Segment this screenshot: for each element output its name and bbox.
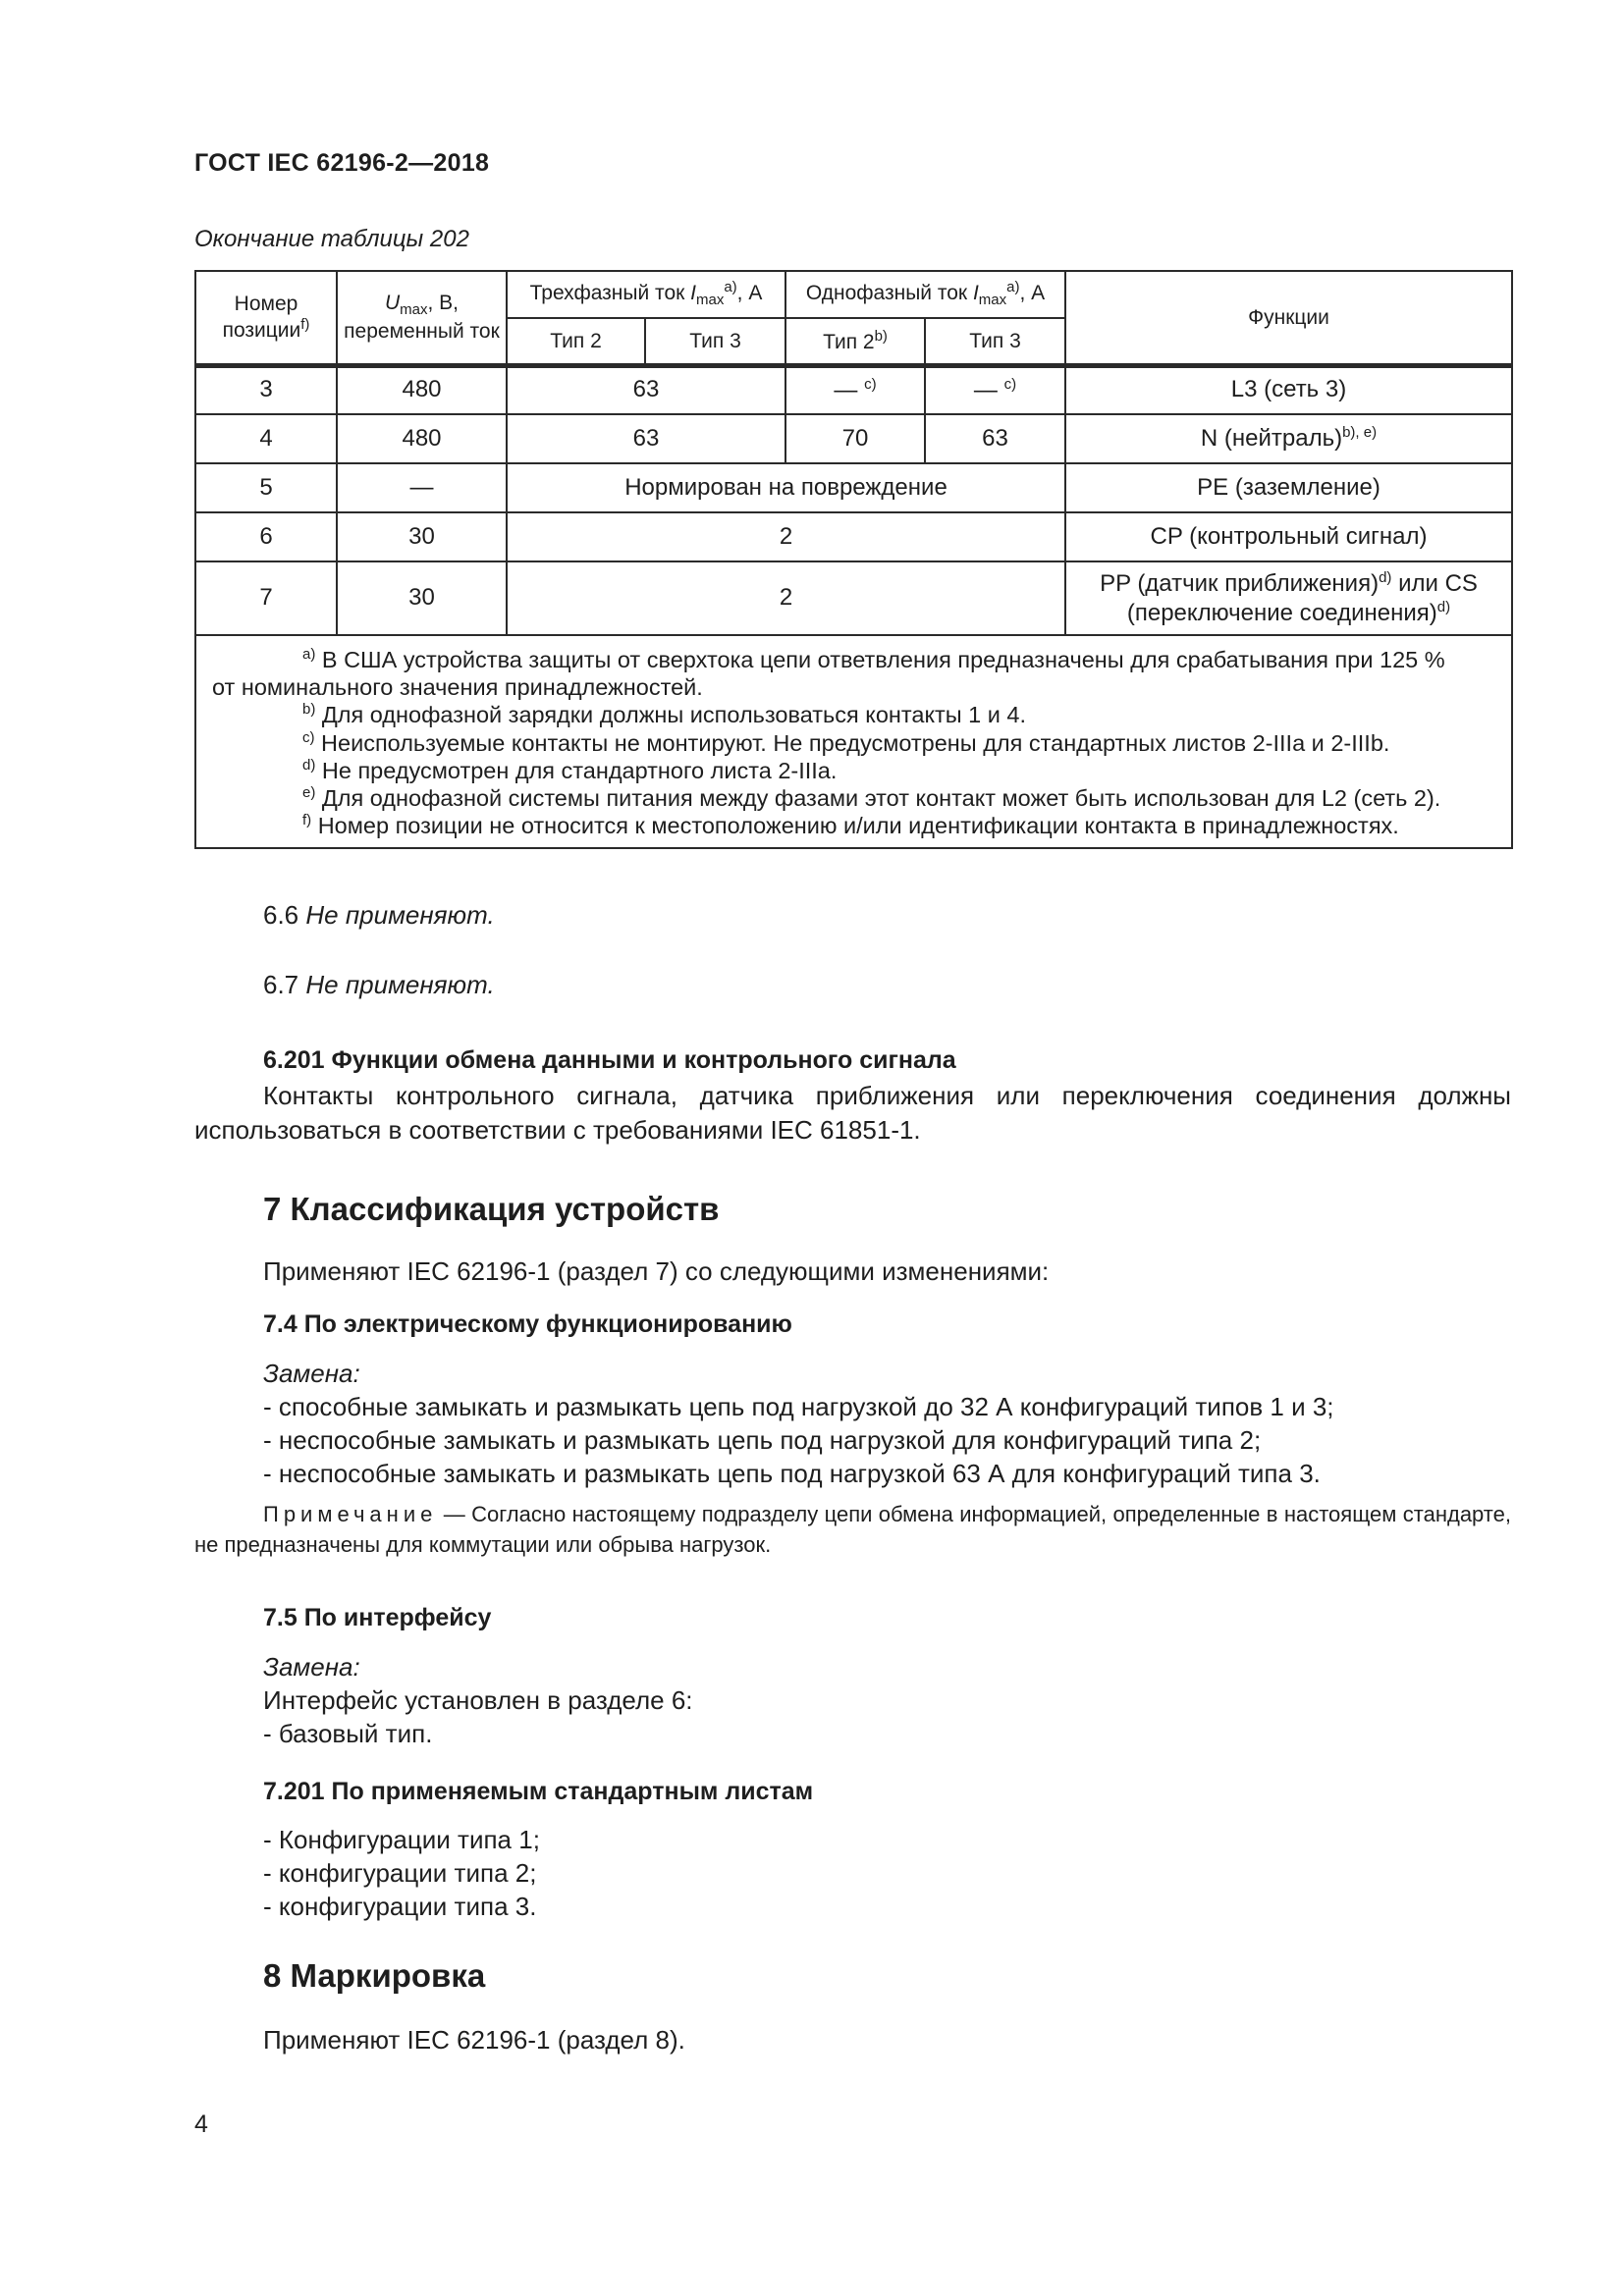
cell-umax: 480 [337, 414, 507, 463]
header-position: Номер позиции$^{f)}$ [195, 271, 337, 365]
cell-function: N (нейтраль)$^{b), e)}$ [1065, 414, 1512, 463]
section-6-201-paragraph: Контакты контрольного сигнала, датчика приближения или переключения соединения должны использоваться в соответствии с требованиями IEC 61851-1. [194, 1081, 1511, 1145]
header-single-type2: Тип 2$^{b)}$ [785, 318, 925, 365]
header-three-phase: Трехфазный ток $I_{max}^{a)}$, А [507, 271, 785, 318]
table-row [195, 561, 1512, 635]
section-7-title: 7 Классификация устройств [263, 1191, 720, 1227]
table-row [195, 365, 1512, 414]
cell-current-merged: 2 [507, 561, 1065, 635]
section-7-5-body [263, 1650, 1511, 1750]
footnote-e: $^{e)}$ Для однофазной системы питания между фазами этот контакт может быть использован для L2 (сеть 2). [302, 784, 1441, 811]
section-8-title: 8 Маркировка [263, 1957, 486, 1994]
header-three-type2: Тип 2 [507, 318, 645, 365]
footnote-b: $^{b)}$ Для однофазной зарядки должны использоваться контакты 1 и 4. [302, 701, 1027, 728]
cell-umax: — [337, 463, 507, 512]
cell-single-type2: — $^{c)}$ [785, 365, 925, 414]
list-item: - базовый тип. [263, 1719, 433, 1748]
cell-umax: 30 [337, 561, 507, 635]
list-item: - неспособные замыкать и размыкать цепь под нагрузкой для конфигураций типа 2; [263, 1425, 1262, 1455]
cell-pos: 6 [195, 512, 337, 561]
cell-function: L3 (сеть 3) [1065, 365, 1512, 414]
list-item: - конфигурации типа 3. [263, 1892, 537, 1921]
header-single-type3: Тип 3 [925, 318, 1065, 365]
list-item: - неспособные замыкать и размыкать цепь под нагрузкой 63 А для конфигураций типа 3. [263, 1459, 1321, 1488]
footnote-d: $^{d)}$ Не предусмотрен для стандартного листа 2-IIIa. [302, 756, 838, 783]
list-item: - способные замыкать и размыкать цепь под нагрузкой до 32 А конфигураций типов 1 и 3; [263, 1392, 1334, 1421]
table-footnotes [195, 635, 1512, 848]
section-7-5-title: 7.5 По интерфейсу [263, 1604, 492, 1631]
cell-single-type2: 70 [785, 414, 925, 463]
table-notes-row [195, 635, 1512, 848]
cell-current-merged: 2 [507, 512, 1065, 561]
section-7-201-list [263, 1823, 1511, 1923]
footnote-c: $^{c)}$ Неиспользуемые контакты не монтируют. Не предусмотрены для стандартных листов 2-IIIa и 2-IIIb. [302, 728, 1390, 756]
cell-pos: 7 [195, 561, 337, 635]
cell-single-type3: — $^{c)}$ [925, 365, 1065, 414]
section-6-7: 6.7 Не применяют. [263, 970, 495, 999]
section-7-4-body [263, 1357, 1511, 1490]
section-7-4-title: 7.4 По электрическому функционированию [263, 1310, 792, 1338]
list-item: - Конфигурации типа 1; [263, 1825, 540, 1854]
cell-pos: 5 [195, 463, 337, 512]
document-header: ГОСТ IEC 62196-2—2018 [194, 149, 490, 177]
table-row [195, 463, 1512, 512]
footnote-a: $^{a)}$ В США устройства защиты от сверхтока цепи ответвления предназначены для срабатывания при 125 % [302, 646, 1445, 672]
cell-pos: 3 [195, 365, 337, 414]
cell-umax: 480 [337, 365, 507, 414]
note-7-4: Примечание — Согласно настоящему подразделу цепи обмена информацией, определенные в настоящем стандарте, не предназначены для коммутации или обрыва нагрузок. [194, 1502, 1511, 1557]
section-7-201-title: 7.201 По применяемым стандартным листам [263, 1778, 814, 1805]
cell-three-phase: 63 [507, 365, 785, 414]
header-umax: $U_{max}$, В, переменный ток [337, 271, 507, 365]
cell-umax: 30 [337, 512, 507, 561]
cell-three-phase: 63 [507, 414, 785, 463]
page-number: 4 [194, 2110, 208, 2138]
section-8-paragraph: Применяют IEC 62196-1 (раздел 8). [263, 2025, 685, 2055]
section-6-201-title: 6.201 Функции обмена данными и контрольного сигнала [263, 1046, 956, 1074]
footnote-a-continued: от номинального значения принадлежностей. [212, 674, 703, 701]
table-202 [194, 270, 1513, 849]
header-functions: Функции [1065, 271, 1512, 365]
cell-function: CP (контрольный сигнал) [1065, 512, 1512, 561]
table-row [195, 414, 1512, 463]
table-caption: Окончание таблицы 202 [194, 226, 469, 252]
cell-pos: 4 [195, 414, 337, 463]
replace-label: Замена: [263, 1359, 360, 1388]
header-three-type3: Тип 3 [645, 318, 785, 365]
header-single-phase: Однофазный ток $I_{max}^{a)}$, А [785, 271, 1065, 318]
cell-function: PP (датчик приближения)$^{d)}$ или CS (переключение соединения)$^{d)}$ [1065, 561, 1512, 635]
cell-function: PE (заземление) [1065, 463, 1512, 512]
cell-current-merged: Нормирован на повреждение [507, 463, 1065, 512]
replace-label: Замена: [263, 1652, 360, 1682]
section-6-6: 6.6 Не применяют. [263, 900, 495, 930]
table-row [195, 512, 1512, 561]
cell-single-type3: 63 [925, 414, 1065, 463]
footnote-f: $^{f)}$ Номер позиции не относится к местоположению и/или идентификации контакта в принадлежностях. [302, 812, 1399, 839]
list-item: - конфигурации типа 2; [263, 1858, 537, 1888]
body-line: Интерфейс установлен в разделе 6: [263, 1685, 693, 1715]
section-7-paragraph: Применяют IEC 62196-1 (раздел 7) со следующими изменениями: [263, 1256, 1050, 1286]
